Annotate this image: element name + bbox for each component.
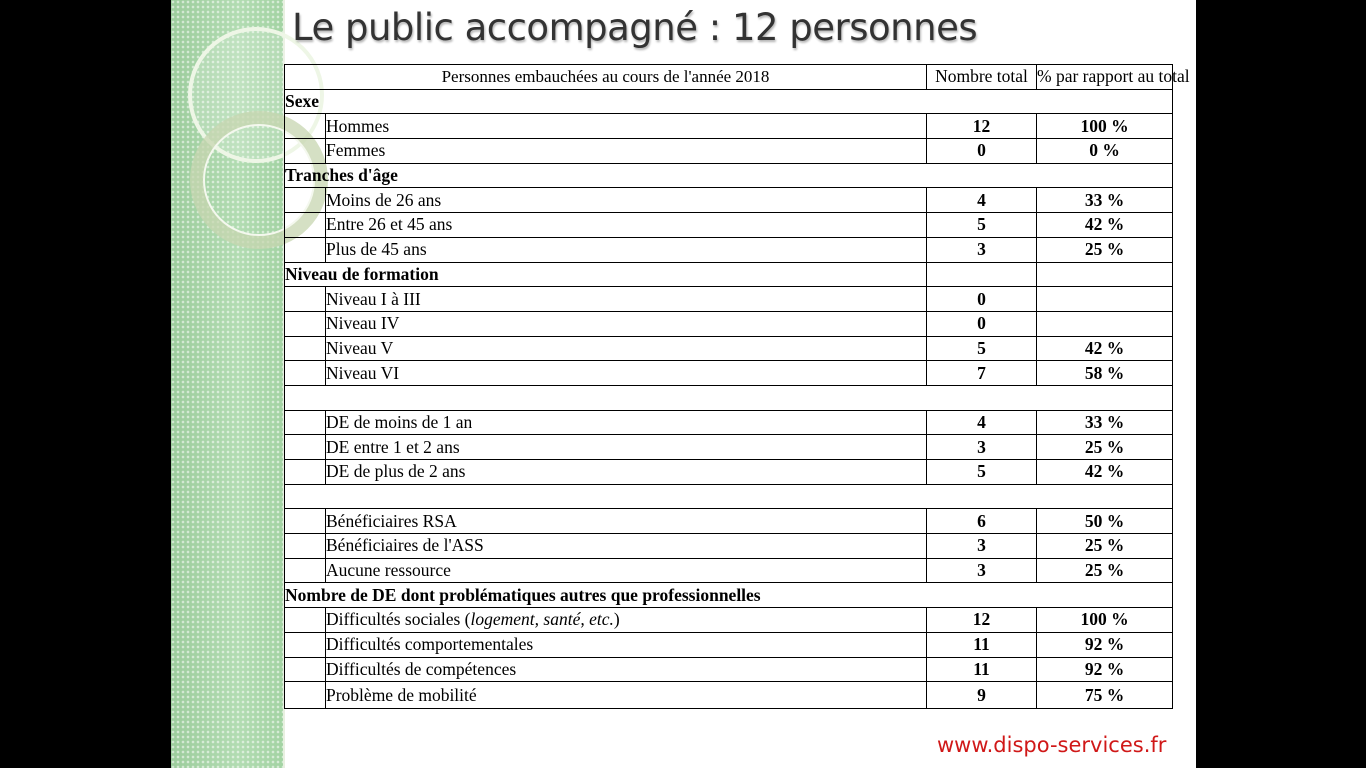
row-percent: 92 % [1037,632,1173,657]
indent-cell [285,410,326,435]
table-row [285,139,1173,164]
row-percent: 92 % [1037,657,1173,682]
row-percent: 33 % [1037,410,1173,435]
table-row [285,237,1173,262]
table-row [285,410,1173,435]
row-label: DE entre 1 et 2 ans [326,435,927,460]
indent-cell [285,311,326,336]
row-percent: 33 % [1037,188,1173,213]
row-count: 7 [927,361,1037,386]
header-label: Personnes embauchées au cours de l'année 2018 [285,65,927,90]
section-row-problematiques [285,583,1173,608]
row-count: 4 [927,188,1037,213]
row-label-suffix: ) [613,609,620,630]
table-row [285,558,1173,583]
row-count: 5 [927,336,1037,361]
row-label [326,608,927,633]
row-percent [1037,287,1173,312]
table-row [285,682,1173,709]
row-label: Difficultés de compétences [326,657,927,682]
table-row [285,632,1173,657]
row-percent: 25 % [1037,435,1173,460]
section-title: Nombre de DE dont problématiques autres que professionnelles [285,583,1173,608]
row-label: Problème de mobilité [326,682,927,709]
indent-cell [285,435,326,460]
empty-cell [927,262,1037,287]
row-label-italic: logement, santé, etc. [470,609,614,630]
row-count: 3 [927,534,1037,559]
row-label: Bénéficiaires RSA [326,509,927,534]
row-percent: 25 % [1037,237,1173,262]
row-label: Niveau IV [326,311,927,336]
row-count: 3 [927,558,1037,583]
indent-cell [285,114,326,139]
table-row [285,114,1173,139]
row-label: Niveau VI [326,361,927,386]
row-count: 3 [927,237,1037,262]
spacer-row [285,484,1173,509]
indent-cell [285,682,326,709]
row-percent: 42 % [1037,336,1173,361]
row-label: Plus de 45 ans [326,237,927,262]
indent-cell [285,188,326,213]
row-percent: 25 % [1037,558,1173,583]
row-label: Hommes [326,114,927,139]
slide-title: Le public accompagné : 12 personnes [292,6,978,49]
header-percent: % par rapport au total [1037,65,1173,90]
row-percent: 42 % [1037,460,1173,485]
decorative-rings [171,0,291,260]
row-percent: 0 % [1037,139,1173,164]
row-percent: 25 % [1037,534,1173,559]
table-row [285,534,1173,559]
empty-cell [285,385,1173,410]
row-count: 0 [927,139,1037,164]
indent-cell [285,361,326,386]
row-count: 4 [927,410,1037,435]
section-title: Tranches d'âge [285,163,1173,188]
table-row [285,336,1173,361]
section-row-formation [285,262,1173,287]
row-count: 9 [927,682,1037,709]
table-row [285,509,1173,534]
spacer-row [285,385,1173,410]
table-row [285,608,1173,633]
table-row [285,188,1173,213]
row-label: Entre 26 et 45 ans [326,213,927,238]
row-label: Aucune ressource [326,558,927,583]
row-percent: 50 % [1037,509,1173,534]
table-row [285,435,1173,460]
indent-cell [285,657,326,682]
empty-cell [1037,262,1173,287]
indent-cell [285,534,326,559]
indent-cell [285,608,326,633]
indent-cell [285,336,326,361]
section-row-age [285,163,1173,188]
row-label: DE de moins de 1 an [326,410,927,435]
row-count: 0 [927,311,1037,336]
statistics-table [284,64,1190,709]
table-row [285,311,1173,336]
row-label-text: Difficultés sociales ( [326,609,471,630]
table-row [285,213,1173,238]
indent-cell [285,558,326,583]
row-label: Niveau V [326,336,927,361]
footer-website-link[interactable]: www.dispo-services.fr [937,733,1167,757]
row-label: Difficultés comportementales [326,632,927,657]
row-count: 5 [927,213,1037,238]
row-count: 6 [927,509,1037,534]
indent-cell [285,632,326,657]
row-count: 0 [927,287,1037,312]
row-count: 5 [927,460,1037,485]
row-label: Moins de 26 ans [326,188,927,213]
table-row [285,287,1173,312]
indent-cell [285,287,326,312]
table-row [285,657,1173,682]
row-label: Femmes [326,139,927,164]
table-row [285,361,1173,386]
section-row-sexe [285,89,1173,114]
header-count: Nombre total [927,65,1037,90]
section-title: Sexe [285,89,1173,114]
row-percent: 100 % [1037,114,1173,139]
indent-cell [285,460,326,485]
slide [171,0,1196,768]
empty-cell [285,484,1173,509]
row-percent: 58 % [1037,361,1173,386]
row-count: 11 [927,632,1037,657]
row-percent: 75 % [1037,682,1173,709]
table-row [285,460,1173,485]
row-label: DE de plus de 2 ans [326,460,927,485]
table-header-row [285,65,1173,90]
row-percent [1037,311,1173,336]
row-percent: 42 % [1037,213,1173,238]
row-label: Niveau I à III [326,287,927,312]
row-count: 11 [927,657,1037,682]
row-label: Bénéficiaires de l'ASS [326,534,927,559]
indent-cell [285,509,326,534]
row-percent: 100 % [1037,608,1173,633]
row-count: 12 [927,114,1037,139]
row-count: 3 [927,435,1037,460]
indent-cell [285,139,326,164]
row-count: 12 [927,608,1037,633]
indent-cell [285,213,326,238]
indent-cell [285,237,326,262]
section-title: Niveau de formation [285,262,927,287]
